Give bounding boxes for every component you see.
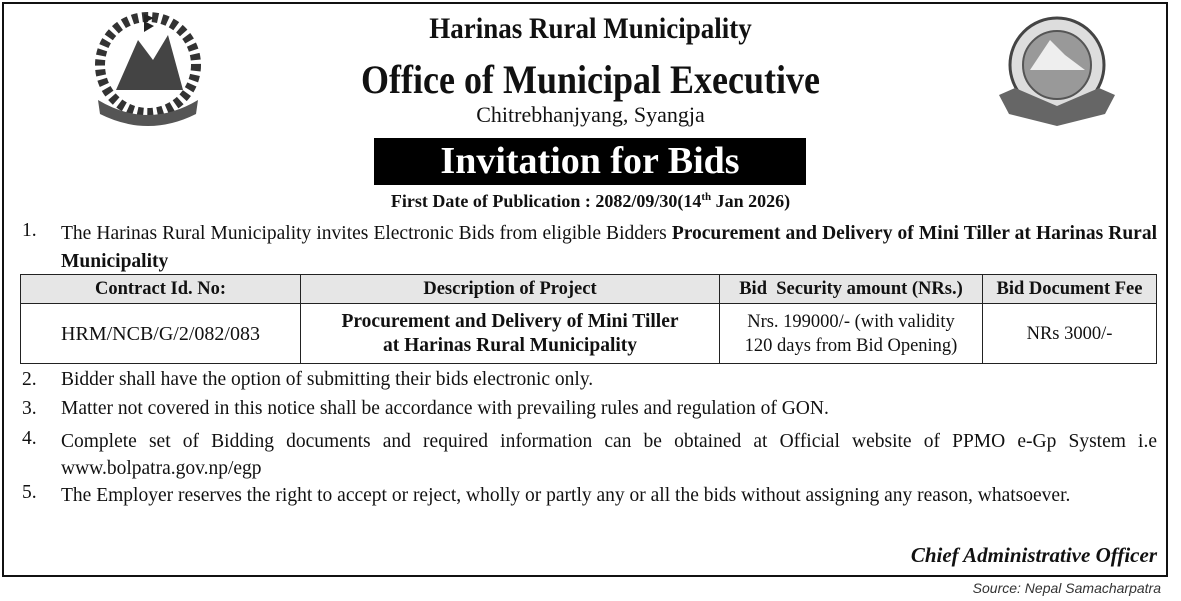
bid-security: Nrs. 199000/- (with validity 120 days from Bid Opening) bbox=[720, 304, 983, 364]
item-number: 1. bbox=[22, 220, 37, 241]
publication-date: First Date of Publication : 2082/09/30(14th Jan 2026) bbox=[390, 191, 791, 211]
project-description: Procurement and Delivery of Mini Tiller at Harinas Rural Municipality bbox=[301, 304, 720, 364]
col-header-contract: Contract Id. No: bbox=[21, 275, 301, 304]
invitation-banner: Invitation for Bids bbox=[374, 138, 806, 185]
source-credit: Source: Nepal Samacharpatra bbox=[972, 580, 1161, 596]
item-number: 3. bbox=[22, 398, 37, 419]
notice-item-5: The Employer reserves the right to accept or reject, wholly or partly any or all the bids without assigning any reason, whatsoever. bbox=[61, 485, 1071, 506]
item-number: 4. bbox=[22, 428, 37, 449]
col-header-security: Bid Security amount (NRs.) bbox=[720, 275, 983, 304]
office-title: Office of Municipal Executive bbox=[361, 57, 820, 102]
bid-table bbox=[20, 274, 1157, 364]
office-address: Chitrebhanjyang, Syangja bbox=[476, 102, 705, 127]
notice-item-2: Bidder shall have the option of submitting their bids electronic only. bbox=[61, 369, 594, 390]
document-fee: NRs 3000/- bbox=[983, 304, 1157, 364]
notice-item-1: The Harinas Rural Municipality invites Electronic Bids from eligible Bidders Procurement and Delivery of Mini Tiller at Harinas Rural Municipality bbox=[61, 223, 1157, 272]
contract-id: HRM/NCB/G/2/082/083 bbox=[21, 304, 301, 364]
col-header-description: Description of Project bbox=[301, 275, 720, 304]
table-row bbox=[21, 304, 1157, 364]
item-number: 2. bbox=[22, 369, 37, 390]
notice-item-3: Matter not covered in this notice shall be accordance with prevailing rules and regulation of GON. bbox=[61, 398, 829, 419]
item-number: 5. bbox=[22, 482, 37, 503]
signatory: Chief Administrative Officer bbox=[910, 543, 1157, 567]
municipality-name: Harinas Rural Municipality bbox=[429, 12, 752, 45]
notice-item-4: Complete set of Bidding documents and required information can be obtained at Official website of PPMO e-Gp System i.e www.bolpatra.gov.np/egp bbox=[61, 431, 1157, 479]
col-header-fee: Bid Document Fee bbox=[983, 275, 1157, 304]
